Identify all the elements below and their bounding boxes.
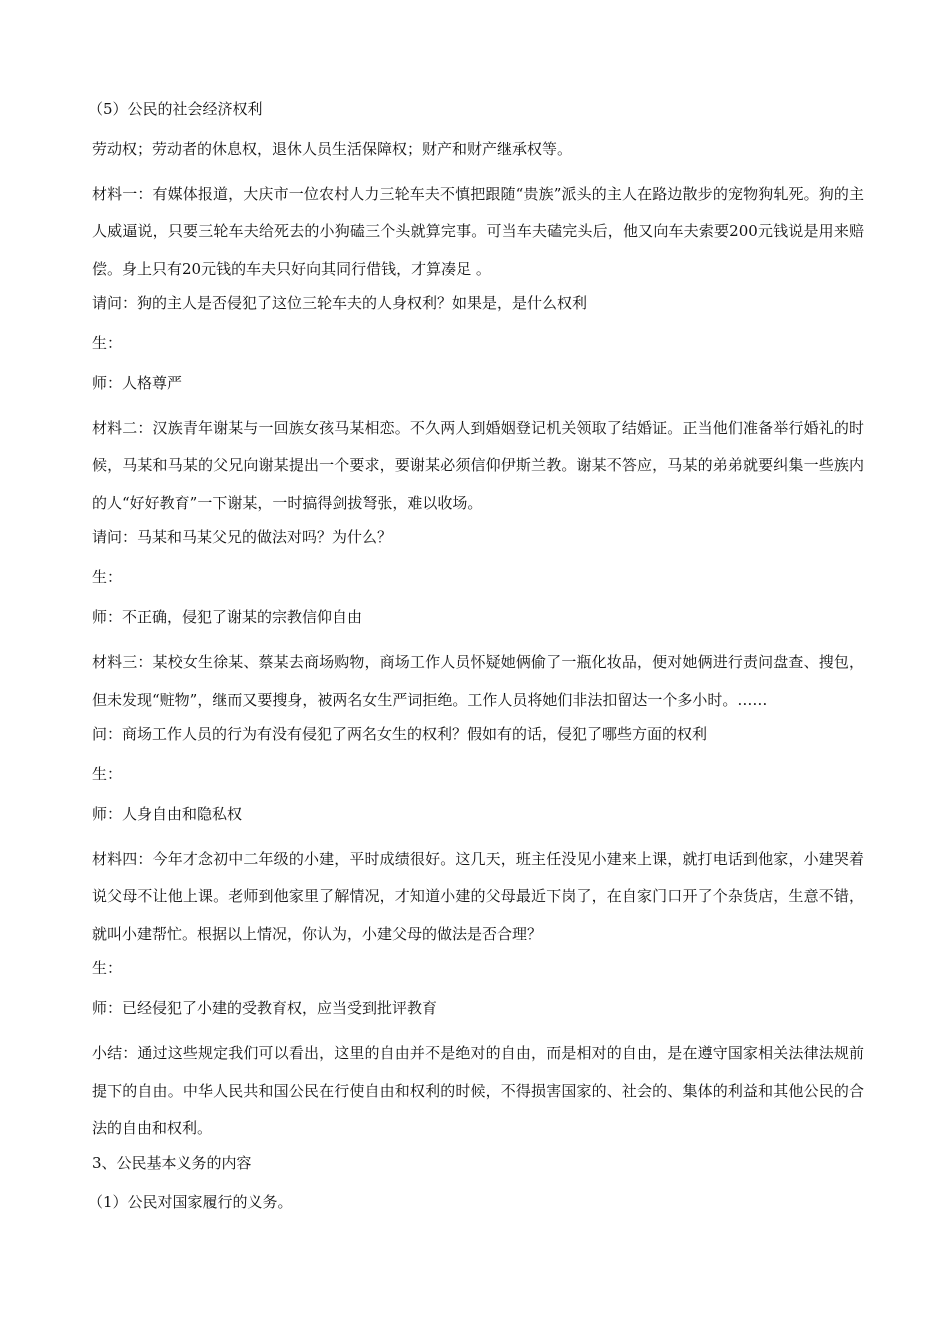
teacher-answer-three: 师：人身自由和隐私权	[92, 804, 243, 823]
teacher-answer-one: 师：人格尊严	[92, 374, 183, 393]
summary-paragraph: 小结：通过这些规定我们可以看出，这里的自由并不是绝对的自由，而是相对的自由，是在遵守国家相关法律法规前提下的自由。中华人民共和国公民在行使自由和权利的时候，不得损害国家的、社会的、集体的利益和其他公民的合法的自由和权利。	[92, 1044, 864, 1138]
subsection-heading-state-obligations: （1）公民对国家履行的义务。	[88, 1193, 293, 1212]
document-body	[88, 96, 864, 1229]
paragraph-economic-rights-list: 劳动权；劳动者的休息权，退休人员生活保障权；财产和财产继承权等。	[92, 139, 573, 158]
student-answer-one: 生：	[92, 334, 123, 353]
teacher-answer-two: 师：不正确，侵犯了谢某的宗教信仰自由	[92, 608, 363, 627]
question-two: 请问：马某和马某父兄的做法对吗？为什么？	[92, 528, 393, 547]
material-four-paragraph: 材料四：今年才念初中二年级的小建，平时成绩很好。这几天，班主任没见小建来上课，就打电话到他家，小建哭着说父母不让他上课。老师到他家里了解情况，才知道小建的父母最近下岗了，在自家门口开了个杂货店，生意不错，就叫小建帮忙。根据以上情况，你认为，小建父母的做法是否合理？	[92, 849, 864, 943]
section-heading-obligations: 3、公民基本义务的内容	[92, 1153, 252, 1172]
student-answer-four: 生：	[92, 959, 123, 978]
student-answer-three: 生：	[92, 765, 123, 784]
question-three: 问：商场工作人员的行为有没有侵犯了两名女生的权利？假如有的话，侵犯了哪些方面的权利	[92, 725, 708, 744]
material-one-paragraph: 材料一：有媒体报道，大庆市一位农村人力三轮车夫不慎把跟随“贵族”派头的主人在路边散步的宠物狗轧死。狗的主人威逼说，只要三轮车夫给死去的小狗磕三个头就算完事。可当车夫磕完头后，他又向车夫索要200元钱说是用来赔偿。身上只有20元钱的车夫只好向其同行借钱，才算凑足 。	[92, 184, 864, 278]
section-heading-economic-rights: （5）公民的社会经济权利	[88, 100, 263, 118]
question-one: 请问：狗的主人是否侵犯了这位三轮车夫的人身权利？如果是，是什么权利	[92, 294, 588, 313]
student-answer-two: 生：	[92, 568, 123, 587]
material-two-paragraph: 材料二：汉族青年谢某与一回族女孩马某相恋。不久两人到婚姻登记机关领取了结婚证。正当他们准备举行婚礼的时候，马某和马某的父兄向谢某提出一个要求，要谢某必须信仰伊斯兰教。谢某不答应，马某的弟弟就要纠集一些族内的人“好好教育”一下谢某，一时搞得剑拔弩张，难以收场。	[92, 418, 864, 512]
material-three-paragraph: 材料三：某校女生徐某、蔡某去商场购物，商场工作人员怀疑她俩偷了一瓶化妆品，便对她俩进行责问盘查、搜包，但未发现“赃物”，继而又要搜身，被两名女生严词拒绝。工作人员将她们非法扣留达一个多小时。……	[92, 653, 864, 709]
teacher-answer-four: 师：已经侵犯了小建的受教育权，应当受到批评教育	[92, 999, 438, 1018]
